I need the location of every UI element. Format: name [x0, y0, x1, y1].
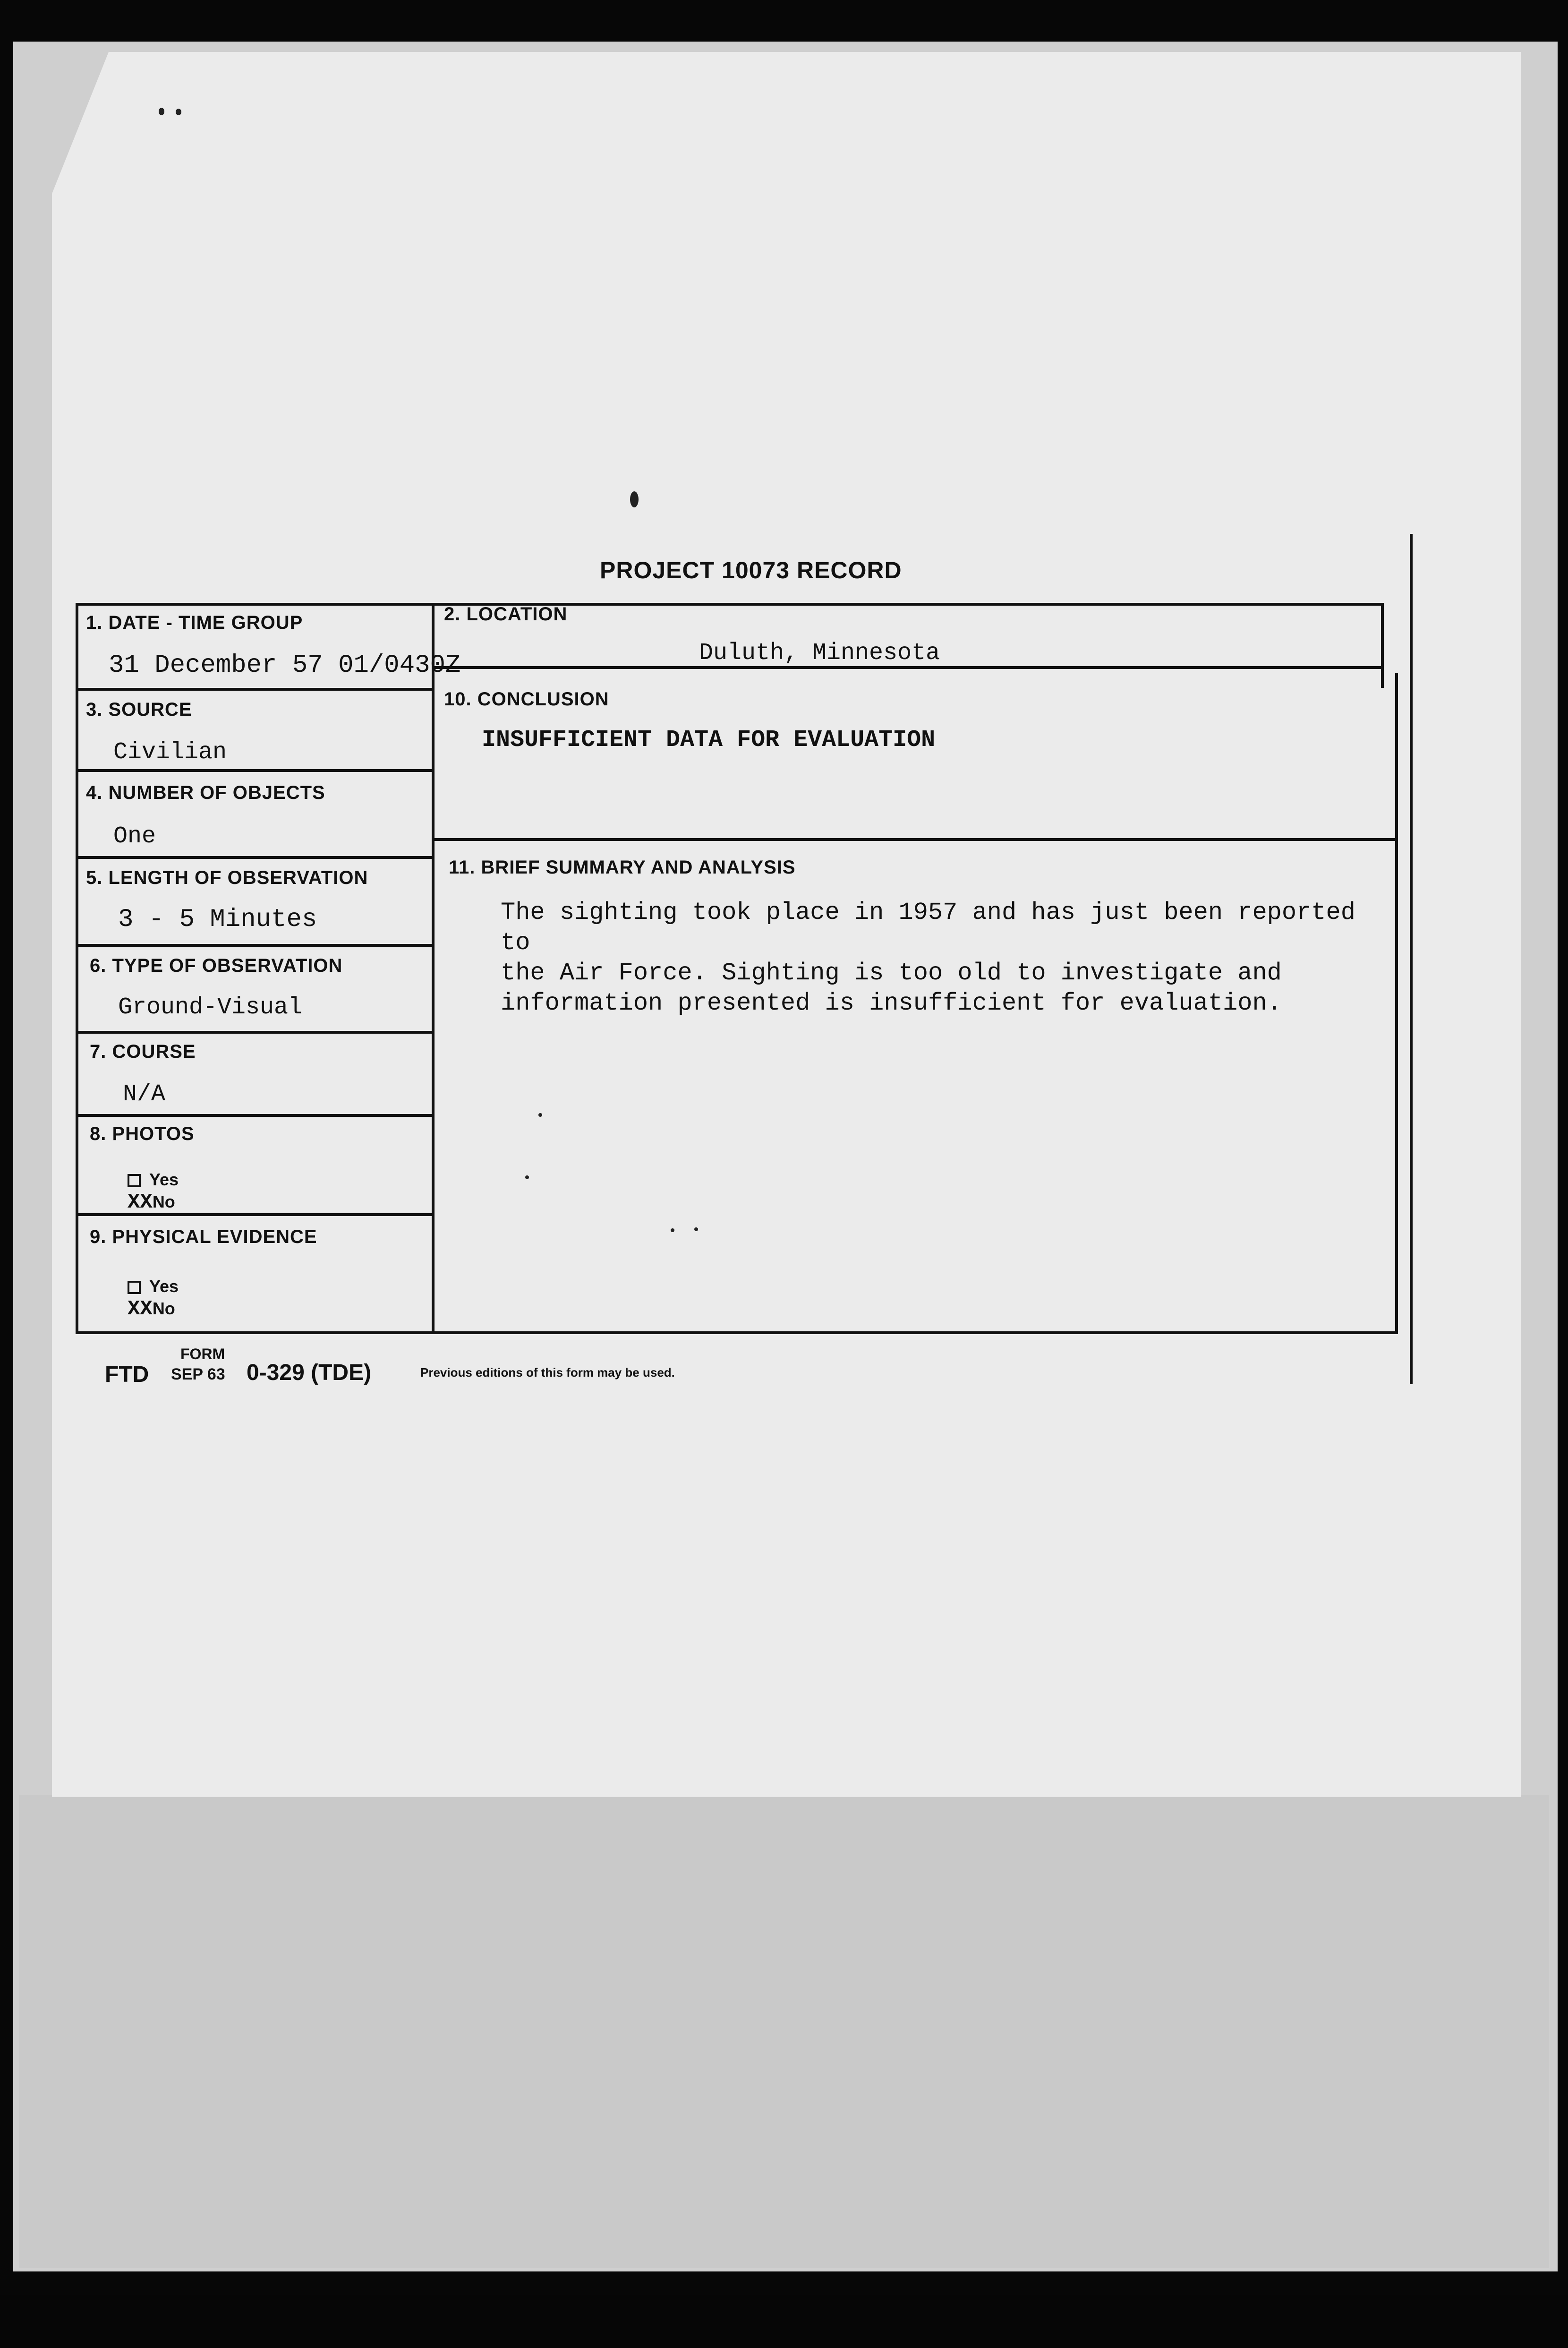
date-time-value: 31 December 57 01/0430Z — [109, 651, 461, 680]
dust-speck — [176, 109, 181, 115]
conclusion-label: 10. CONCLUSION — [444, 689, 609, 710]
backing-bottom-shade — [19, 1795, 1549, 2268]
conclusion-value: INSUFFICIENT DATA FOR EVALUATION — [482, 727, 936, 754]
length-of-observation-value: 3 - 5 Minutes — [118, 905, 317, 934]
dust-speck — [159, 108, 164, 115]
date-time-label: 1. DATE - TIME GROUP — [86, 612, 303, 633]
summary-text: The sighting took place in 1957 and has just been reported to the Air Force. Sighting is too old to investigate and information presented is insufficient for evaluation. — [501, 899, 1355, 1017]
photos-yes-checkbox[interactable] — [128, 1174, 141, 1187]
number-of-objects-label: 4. NUMBER OF OBJECTS — [86, 782, 325, 803]
physical-evidence-yes-checkbox[interactable] — [128, 1281, 141, 1294]
row-divider — [76, 1031, 435, 1034]
row-divider — [76, 1114, 435, 1117]
photos-no-option[interactable] — [128, 1191, 175, 1214]
course-value: N/A — [123, 1081, 166, 1108]
summary-label: 11. BRIEF SUMMARY AND ANALYSIS — [449, 857, 796, 878]
source-value: Civilian — [113, 739, 227, 766]
footer-form-word: FORM — [180, 1345, 225, 1363]
row-divider — [76, 856, 435, 859]
type-of-observation-label: 6. TYPE OF OBSERVATION — [90, 955, 343, 976]
photos-yes-option[interactable] — [128, 1170, 179, 1190]
course-label: 7. COURSE — [90, 1041, 196, 1062]
physical-evidence-yes-label: Yes — [149, 1277, 179, 1296]
photos-no-mark: XX — [128, 1191, 153, 1214]
photos-no-label: No — [152, 1192, 175, 1211]
row-divider — [76, 688, 435, 691]
form-border-top — [76, 603, 1384, 606]
number-of-objects-value: One — [113, 823, 156, 850]
form-border-left — [76, 603, 78, 1334]
photos-yes-label: Yes — [149, 1170, 179, 1189]
physical-evidence-label: 9. PHYSICAL EVIDENCE — [90, 1226, 317, 1247]
footer-date: SEP 63 — [171, 1365, 225, 1383]
form-border-right-top — [1381, 603, 1384, 688]
length-of-observation-label: 5. LENGTH OF OBSERVATION — [86, 867, 368, 888]
dust-speck — [630, 491, 639, 507]
footer-note: Previous editions of this form may be used. — [420, 1365, 675, 1380]
location-label: 2. LOCATION — [444, 604, 568, 625]
source-label: 3. SOURCE — [86, 699, 192, 720]
physical-evidence-no-mark: XX — [128, 1297, 153, 1321]
form-title: PROJECT 10073 RECORD — [600, 557, 902, 583]
column-divider — [432, 603, 435, 1334]
physical-evidence-no-label: No — [152, 1299, 175, 1318]
row-divider — [76, 769, 435, 772]
physical-evidence-no-option[interactable] — [128, 1297, 175, 1321]
physical-evidence-yes-option[interactable] — [128, 1277, 179, 1296]
footer-ftd: FTD — [105, 1362, 149, 1387]
footer-form-number: 0-329 (TDE) — [247, 1360, 372, 1385]
photos-label: 8. PHOTOS — [90, 1123, 195, 1144]
right-edge-rule — [1410, 534, 1413, 1384]
form-border-bottom — [76, 1331, 1398, 1334]
row-divider — [432, 838, 1398, 841]
type-of-observation-value: Ground-Visual — [118, 994, 303, 1021]
location-value: Duluth, Minnesota — [699, 640, 940, 667]
row-divider — [76, 944, 435, 947]
